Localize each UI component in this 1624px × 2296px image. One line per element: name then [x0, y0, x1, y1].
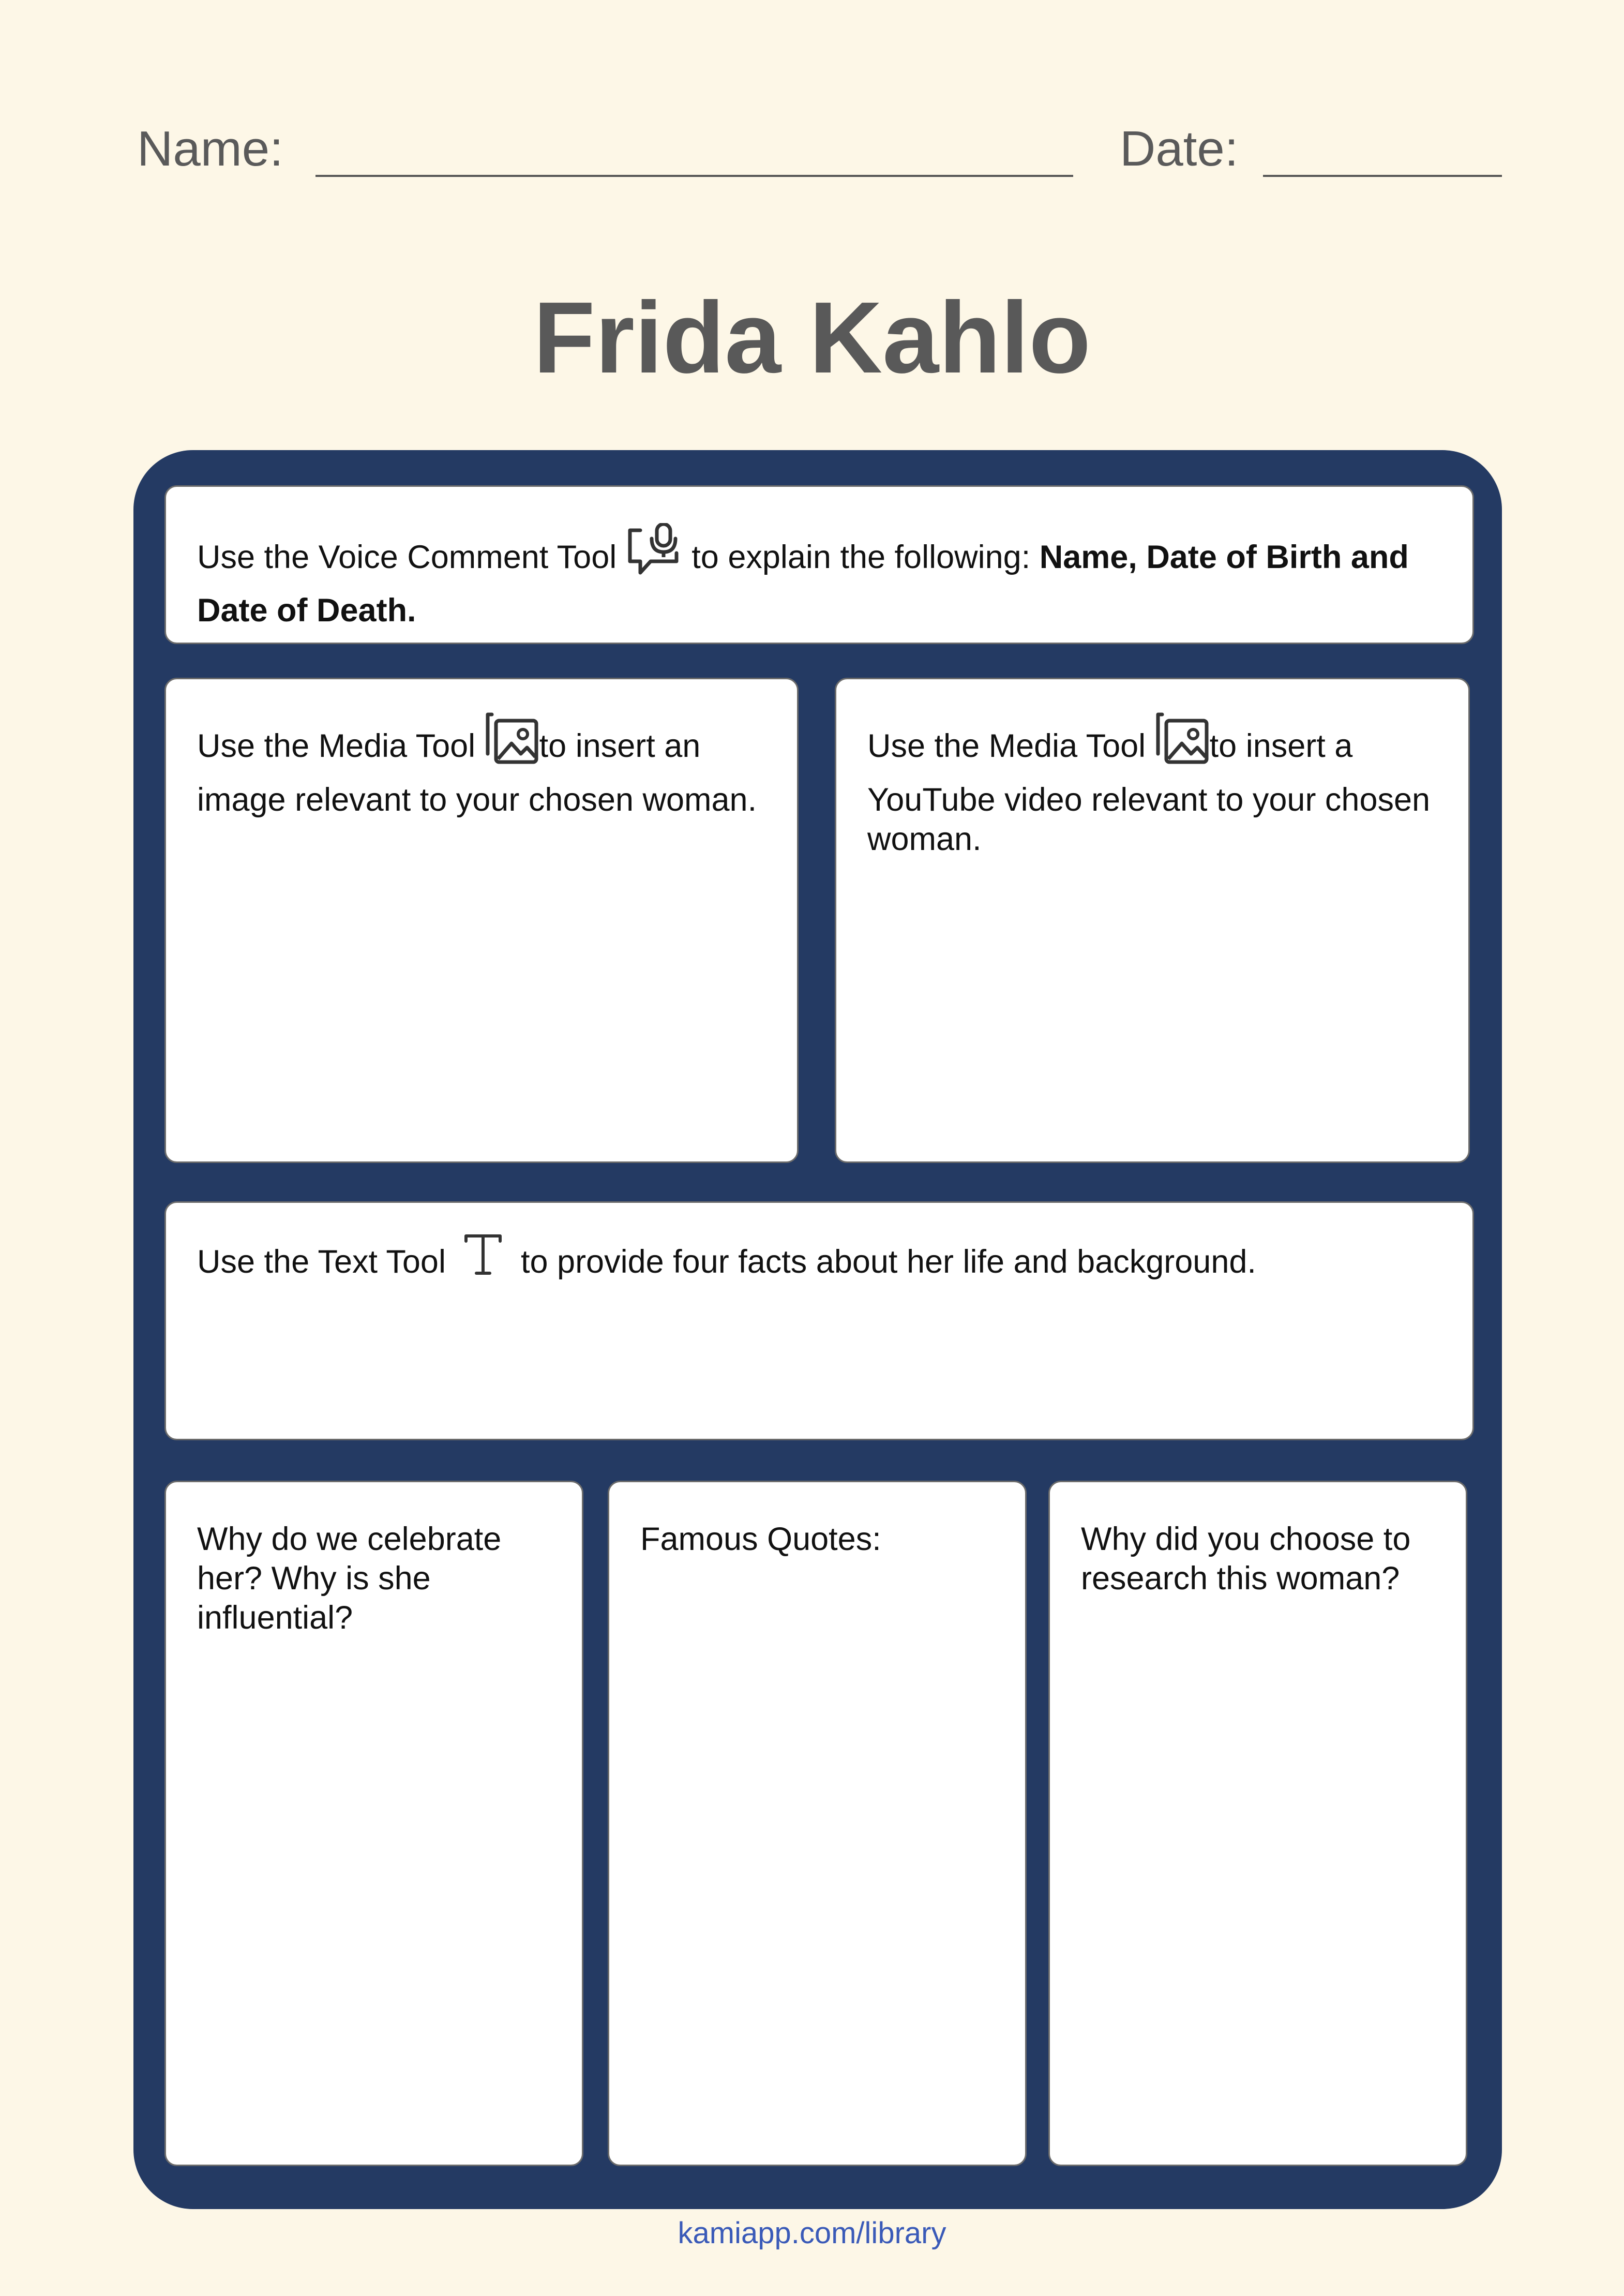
- name-field-line[interactable]: [315, 175, 1073, 177]
- media-icon: [485, 711, 539, 775]
- date-field-line[interactable]: [1263, 175, 1502, 177]
- media-video-box[interactable]: [835, 678, 1470, 1163]
- voice-instruction-prefix: Use the Voice Comment Tool: [197, 539, 617, 576]
- celebrate-prompt: Why do we celebrate her? Why is she influential?: [197, 1521, 502, 1636]
- voice-comment-icon: [626, 523, 683, 586]
- page-title: Frida Kahlo: [533, 281, 1091, 394]
- quotes-box[interactable]: [608, 1481, 1027, 2166]
- media-icon: [1155, 711, 1210, 775]
- voice-instruction-suffix: to explain the following:: [691, 539, 1031, 576]
- name-label: Name:: [137, 121, 283, 176]
- quotes-prompt: Famous Quotes:: [640, 1521, 881, 1557]
- text-tool-icon: [463, 1233, 503, 1285]
- media-video-suffix: to insert a YouTube video relevant to your chosen woman.: [867, 728, 1431, 857]
- date-label: Date:: [1120, 121, 1239, 176]
- why-choose-prompt: Why did you choose to research this woman?: [1081, 1521, 1411, 1597]
- why-choose-box[interactable]: [1048, 1481, 1467, 2166]
- media-image-prefix: Use the Media Tool: [197, 728, 476, 765]
- media-image-suffix: to insert an image relevant to your chosen woman.: [197, 728, 757, 818]
- text-tool-prefix: Use the Text Tool: [197, 1244, 446, 1280]
- celebrate-box[interactable]: [164, 1481, 583, 2166]
- media-image-box[interactable]: [164, 678, 799, 1163]
- text-tool-box[interactable]: [164, 1201, 1474, 1440]
- media-video-prefix: Use the Media Tool: [867, 728, 1146, 765]
- text-tool-suffix: to provide four facts about her life and background.: [521, 1244, 1256, 1280]
- voice-comment-box[interactable]: [164, 485, 1474, 644]
- voice-instruction-bold: Name, Date of Birth and Date of Death.: [197, 539, 1409, 629]
- footer-link[interactable]: kamiapp.com/library: [678, 2216, 946, 2250]
